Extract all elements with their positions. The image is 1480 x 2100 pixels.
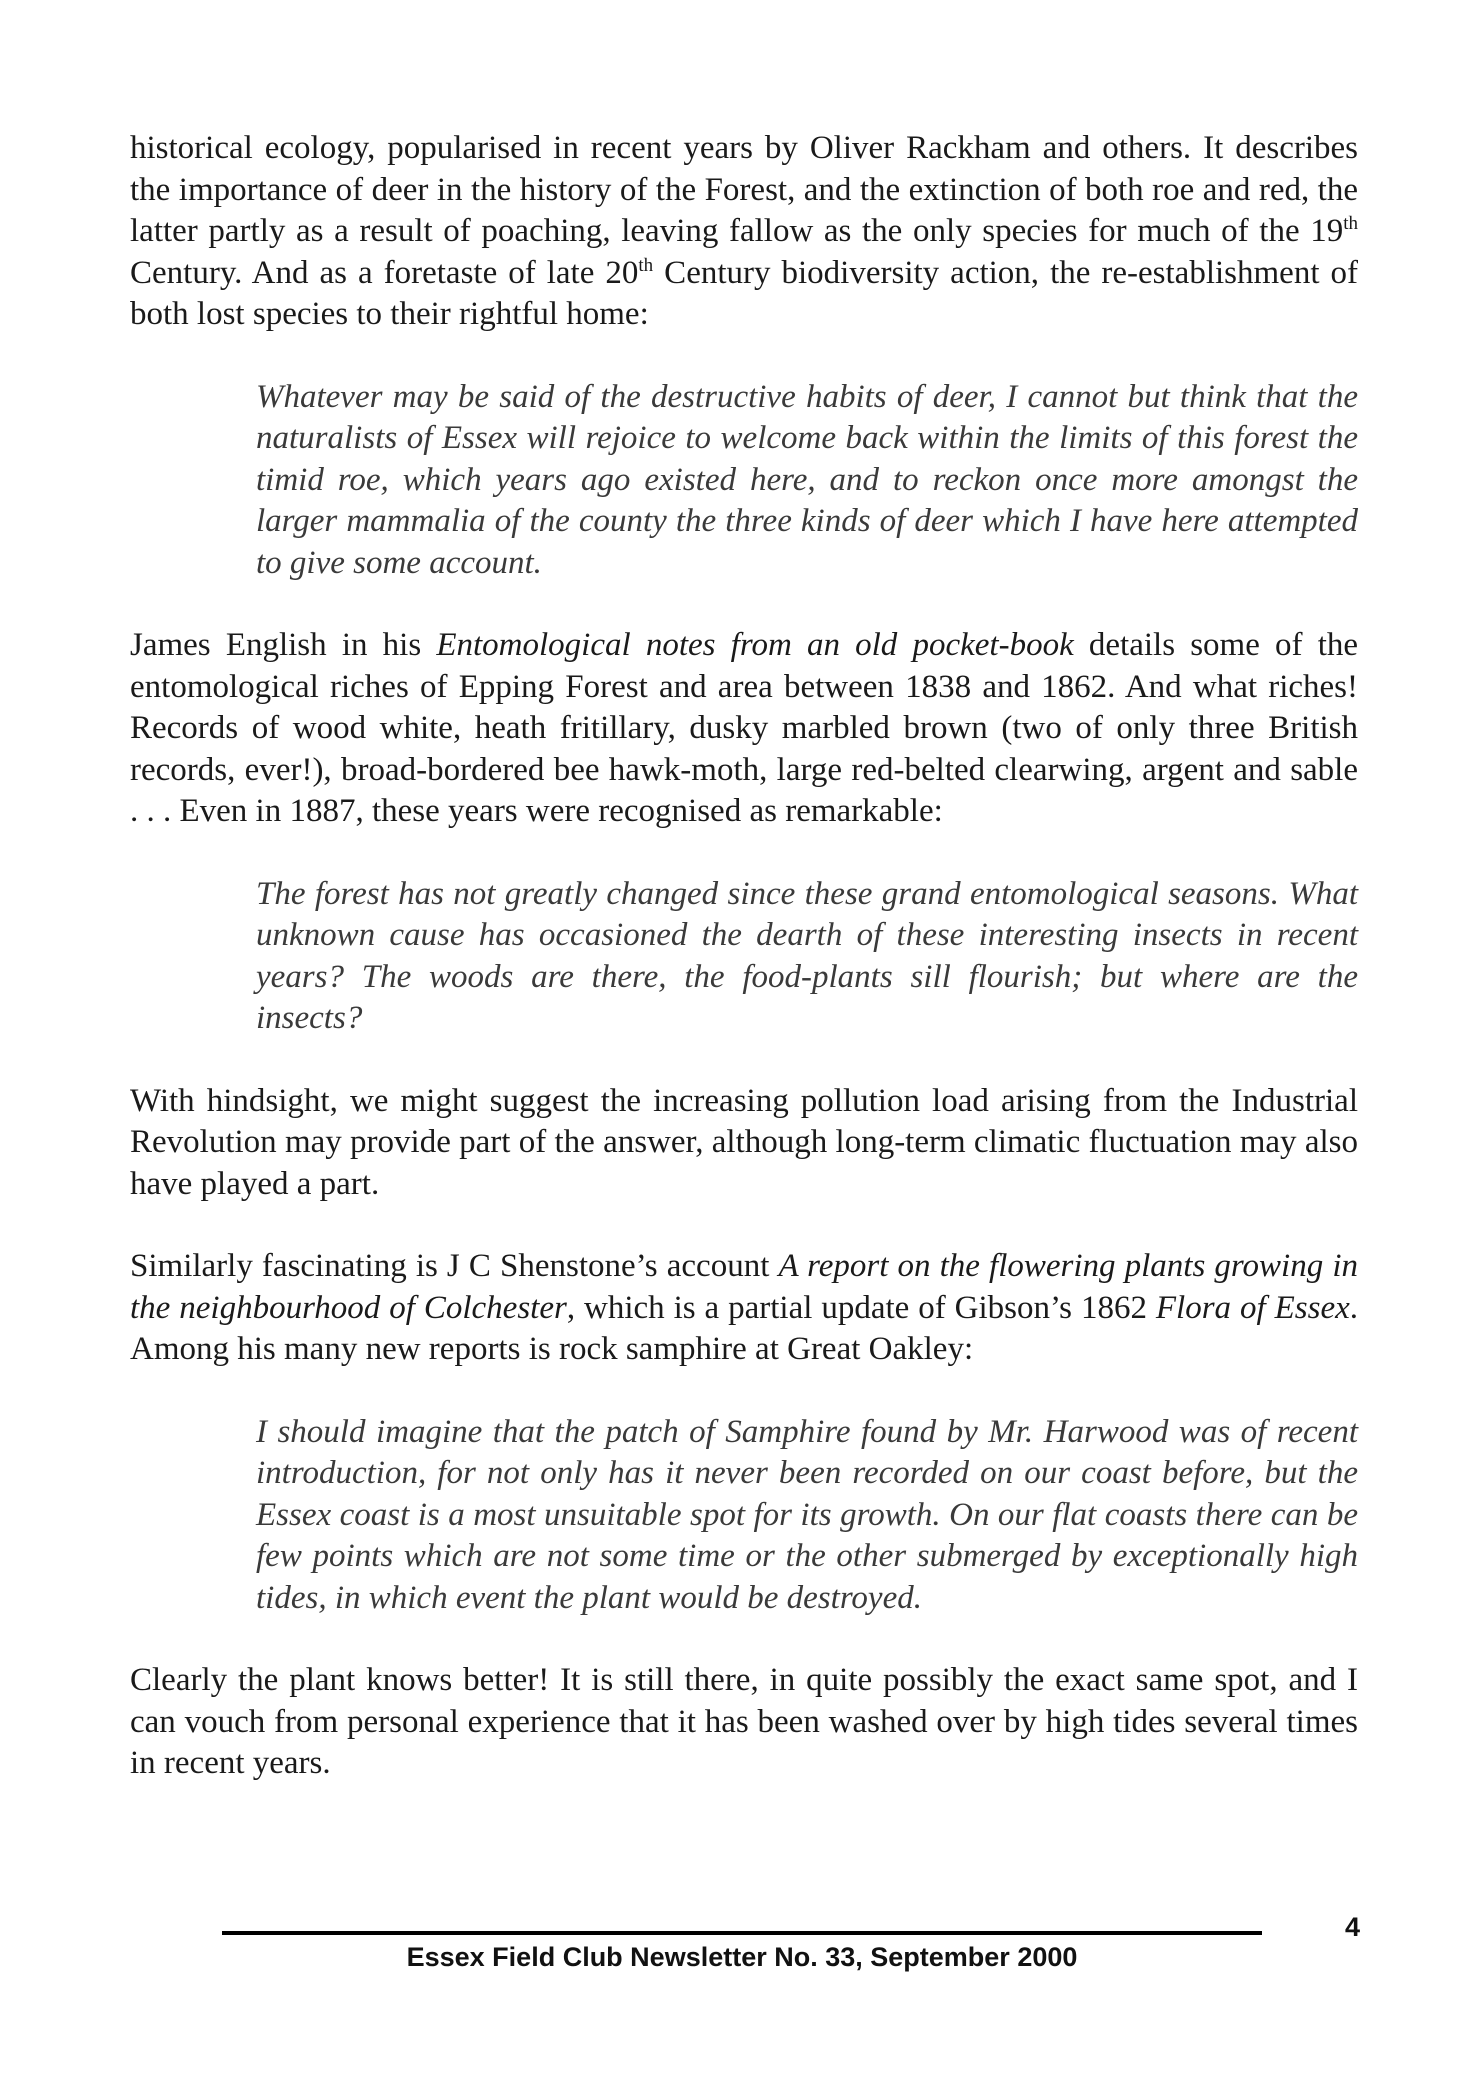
superscript: th	[638, 254, 654, 276]
paragraph-text: James English in his	[130, 627, 437, 663]
paragraph-text: . Among his many new reports is rock samphire at Great Oakley:	[130, 1289, 1358, 1367]
book-title: Flora of Essex	[1155, 1289, 1350, 1326]
quote-samphire: I should imagine that the patch of Samphire found by Mr. Harwood was of recent introduction, for not only has it never been recorded on our coast before, but the Essex coast is a most unsuitable spot for its growth. On our flat coasts there can be few points which are not some time or the other submerged by exceptionally high tides, in which event the plant would be destroyed.	[256, 1413, 1358, 1616]
quote-insects: The forest has not greatly changed since these grand entomological seasons. What unknown cause has occasioned the dearth of these interesting insects in recent years? The woods are there, the food-plants sill flourish; but where are the insects?	[256, 875, 1358, 1036]
footer-divider	[222, 1931, 1262, 1935]
paragraph-deer	[130, 128, 1358, 336]
paragraph-entomology	[130, 625, 1358, 833]
paragraph-text: details some of the entomological riches of Epping Forest and area between 1838 and 1862. And what riches! Records of wood white, heath fritillary, dusky marbled brown (two of only three British records, ever!), broad-bordered bee hawk-moth, large red-belted clearwing, argent and sable . . . Even in 1887, these years were recognised as remarkable:	[130, 627, 1359, 829]
paragraph-text: Similarly fascinating is J C Shenstone’s account	[130, 1248, 779, 1284]
paragraph-text: Century biodiversity action, the re-establishment of both lost species to their rightful home:	[130, 254, 1358, 332]
paragraph-text: historical ecology, popularised in recent years by Oliver Rackham and others. It describes the importance of deer in the history of the Forest, and the extinction of both roe and red, the latter partly as a result of poaching, leaving fallow as the only species for much of the 19	[130, 130, 1358, 249]
book-title: A report on the flowering plants growing in the neighbourhood of Colchester	[130, 1248, 1358, 1326]
paragraph-shenstone	[130, 1246, 1358, 1371]
article-body	[130, 128, 1358, 1826]
superscript: th	[1343, 213, 1358, 234]
footer-newsletter-title: Essex Field Club Newsletter No. 33, September 2000	[406, 1942, 1078, 1972]
paragraph-text: Century. And as a foretaste of late 20	[130, 254, 639, 291]
quote-deer: Whatever may be said of the destructive habits of deer, I cannot but think that the naturalists of Essex will rejoice to welcome back within the limits of this forest the timid roe, which years ago existed here, and to reckon once more amongst the larger mammalia of the county the three kinds of deer which I have here attempted to give some account.	[256, 378, 1358, 581]
paragraph-text: , which is a partial update of Gibson’s 1862	[566, 1289, 1156, 1326]
page-number: 4	[1345, 1912, 1361, 1942]
paragraph-conclusion: Clearly the plant knows better! It is still there, in quite possibly the exact same spot, and I can vouch from personal experience that it has been washed over by high tides several times in recent years.	[130, 1662, 1358, 1781]
paragraph-hindsight: With hindsight, we might suggest the increasing pollution load arising from the Industrial Revolution may provide part of the answer, although long-term climatic fluctuation may also have played a part.	[130, 1082, 1358, 1202]
book-title: Entomological notes from an old pocket-book	[436, 627, 1074, 663]
